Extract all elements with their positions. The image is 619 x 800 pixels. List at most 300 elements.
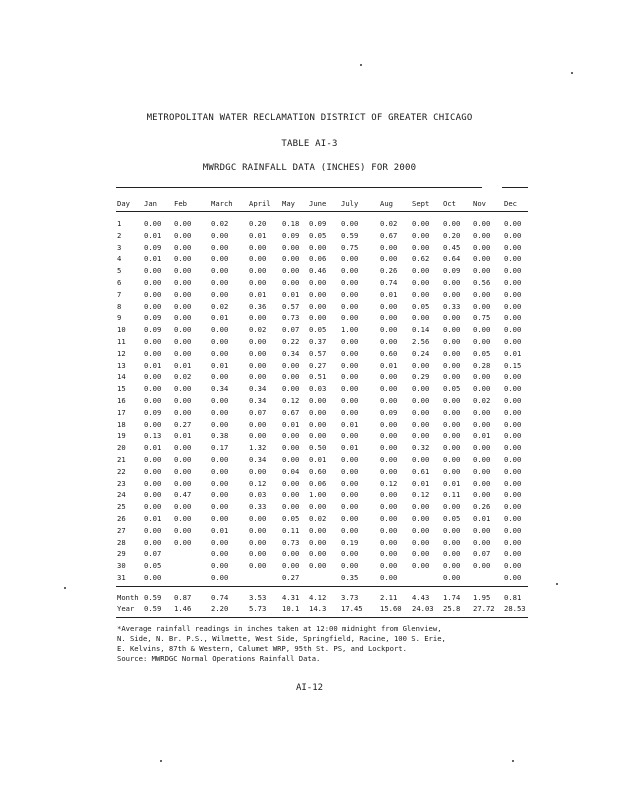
day-cell: 7 (117, 289, 122, 299)
rainfall-cell-sept: 0.00 (412, 289, 430, 299)
rainfall-cell-dec: 0.00 (504, 443, 522, 453)
rainfall-cell-july: 0.00 (341, 466, 359, 476)
rainfall-cell-march: 0.00 (211, 419, 229, 429)
table-id: TABLE AI-3 (281, 139, 338, 149)
rainfall-cell-dec: 0.00 (504, 514, 522, 523)
rainfall-cell-aug: 0.02 (380, 219, 398, 228)
rainfall-cell-march: 0.17 (211, 443, 229, 453)
rainfall-cell-may: 0.00 (282, 561, 300, 571)
day-cell: 17 (117, 407, 126, 417)
rainfall-cell-dec: 0.00 (504, 242, 522, 252)
rainfall-cell-nov: 0.02 (473, 396, 491, 405)
rainfall-cell-april: 0.12 (249, 478, 267, 488)
header-rule (116, 211, 528, 212)
rainfall-cell-aug: 0.00 (380, 573, 398, 582)
rainfall-cell-feb: 0.00 (174, 502, 192, 512)
rainfall-cell-march: 0.00 (211, 242, 229, 252)
rainfall-cell-sept: 0.01 (412, 478, 430, 488)
rainfall-cell-dec: 0.00 (504, 561, 522, 571)
year-total-day: Year (117, 604, 135, 613)
rainfall-cell-jan: 0.09 (144, 242, 162, 252)
rainfall-cell-april: 0.00 (249, 514, 267, 523)
day-cell: 12 (117, 348, 126, 358)
rainfall-cell-feb: 0.00 (174, 337, 192, 346)
rainfall-cell-jan: 0.00 (144, 301, 162, 311)
rainfall-cell-jan: 0.09 (144, 325, 162, 335)
rainfall-cell-oct: 0.00 (443, 573, 461, 582)
rainfall-cell-march: 0.00 (211, 478, 229, 488)
rainfall-cell-march: 0.02 (211, 301, 229, 311)
rainfall-cell-oct: 0.11 (443, 490, 461, 500)
year-total-june: 14.3 (309, 604, 327, 613)
rainfall-cell-dec: 0.00 (504, 431, 522, 441)
rainfall-cell-jan: 0.00 (144, 466, 162, 476)
rainfall-cell-feb: 0.00 (174, 242, 192, 252)
column-header-nov: Nov (473, 199, 486, 208)
rainfall-cell-aug: 0.00 (380, 384, 398, 394)
day-cell: 9 (117, 313, 122, 323)
rainfall-cell-aug: 0.01 (380, 360, 398, 370)
rainfall-cell-dec: 0.00 (504, 419, 522, 429)
rainfall-cell-sept: 0.00 (412, 514, 430, 523)
rainfall-cell-aug: 0.00 (380, 242, 398, 252)
rainfall-cell-july: 0.00 (341, 514, 359, 523)
rainfall-cell-nov: 0.75 (473, 313, 491, 323)
rainfall-cell-may: 0.00 (282, 278, 300, 287)
year-total-may: 10.1 (282, 604, 300, 613)
rainfall-cell-feb: 0.00 (174, 478, 192, 488)
rainfall-cell-sept: 0.00 (412, 266, 430, 276)
rainfall-cell-may: 0.09 (282, 230, 300, 240)
rainfall-cell-june: 0.00 (309, 549, 327, 559)
rainfall-cell-oct: 0.05 (443, 384, 461, 394)
rainfall-cell-feb: 0.00 (174, 525, 192, 535)
month-total-sept: 4.43 (412, 593, 430, 602)
rainfall-cell-aug: 0.00 (380, 254, 398, 264)
rainfall-cell-sept: 0.14 (412, 325, 430, 335)
day-cell: 29 (117, 549, 126, 559)
month-total-feb: 0.87 (174, 593, 192, 602)
rainfall-cell-sept: 0.00 (412, 230, 430, 240)
rainfall-cell-june: 0.51 (309, 372, 327, 382)
rainfall-cell-june: 0.00 (309, 502, 327, 512)
rainfall-cell-sept: 0.00 (412, 313, 430, 323)
rainfall-cell-june: 0.01 (309, 455, 327, 464)
rainfall-cell-july: 0.00 (341, 254, 359, 264)
rainfall-cell-jan: 0.09 (144, 313, 162, 323)
rainfall-cell-feb: 0.00 (174, 325, 192, 335)
rainfall-cell-june: 0.09 (309, 219, 327, 228)
rainfall-cell-april: 0.00 (249, 254, 267, 264)
rainfall-cell-april: 0.00 (249, 431, 267, 441)
rainfall-cell-oct: 0.00 (443, 561, 461, 571)
rainfall-cell-may: 0.01 (282, 289, 300, 299)
rainfall-cell-june: 0.00 (309, 289, 327, 299)
month-total-march: 0.74 (211, 593, 229, 602)
rainfall-cell-may: 0.00 (282, 372, 300, 382)
rainfall-cell-dec: 0.00 (504, 573, 522, 582)
column-header-oct: Oct (443, 199, 456, 208)
rainfall-cell-jan: 0.00 (144, 419, 162, 429)
rainfall-cell-april: 0.00 (249, 561, 267, 571)
year-total-aug: 15.60 (380, 604, 402, 613)
rainfall-cell-dec: 0.00 (504, 301, 522, 311)
rainfall-cell-oct: 0.00 (443, 455, 461, 464)
rainfall-cell-april: 0.33 (249, 502, 267, 512)
table-title: MWRDGC RAINFALL DATA (INCHES) FOR 2000 (202, 163, 417, 173)
rainfall-cell-may: 0.00 (282, 502, 300, 512)
rainfall-cell-jan: 0.00 (144, 337, 162, 346)
rainfall-cell-aug: 0.00 (380, 337, 398, 346)
rainfall-cell-oct: 0.00 (443, 407, 461, 417)
rainfall-cell-april: 0.20 (249, 219, 267, 228)
year-total-sept: 24.03 (412, 604, 434, 613)
rainfall-cell-oct: 0.00 (443, 443, 461, 453)
rainfall-cell-sept: 0.32 (412, 443, 430, 453)
rainfall-cell-jan: 0.00 (144, 478, 162, 488)
rainfall-cell-jan: 0.01 (144, 360, 162, 370)
rainfall-cell-april: 0.03 (249, 490, 267, 500)
rainfall-cell-nov: 0.28 (473, 360, 491, 370)
rainfall-cell-aug: 0.00 (380, 537, 398, 547)
top-rule-right (502, 187, 528, 188)
rainfall-cell-march: 0.00 (211, 490, 229, 500)
top-rule (116, 187, 482, 188)
rainfall-cell-aug: 0.12 (380, 478, 398, 488)
rainfall-cell-sept: 0.00 (412, 278, 430, 287)
rainfall-cell-may: 0.00 (282, 443, 300, 453)
rainfall-cell-aug: 0.01 (380, 289, 398, 299)
day-cell: 31 (117, 573, 126, 582)
rainfall-cell-may: 0.00 (282, 431, 300, 441)
rainfall-cell-nov: 0.00 (473, 443, 491, 453)
rainfall-cell-jan: 0.01 (144, 254, 162, 264)
rainfall-cell-june: 0.46 (309, 266, 327, 276)
rainfall-cell-july: 0.00 (341, 407, 359, 417)
rainfall-cell-june: 0.60 (309, 466, 327, 476)
rainfall-cell-april: 0.36 (249, 301, 267, 311)
rainfall-cell-july: 0.01 (341, 419, 359, 429)
rainfall-cell-jan: 0.00 (144, 289, 162, 299)
rainfall-cell-nov: 0.00 (473, 537, 491, 547)
rainfall-cell-march: 0.00 (211, 514, 229, 523)
rainfall-cell-march: 0.00 (211, 549, 229, 559)
rainfall-cell-nov: 0.00 (473, 301, 491, 311)
day-cell: 5 (117, 266, 122, 276)
rainfall-cell-march: 0.00 (211, 325, 229, 335)
rainfall-cell-nov: 0.00 (473, 219, 491, 228)
rainfall-cell-feb: 0.00 (174, 407, 192, 417)
rainfall-cell-july: 0.75 (341, 242, 359, 252)
rainfall-cell-may: 0.00 (282, 384, 300, 394)
rainfall-cell-jan: 0.00 (144, 372, 162, 382)
rainfall-cell-oct: 0.00 (443, 549, 461, 559)
rainfall-cell-aug: 0.00 (380, 372, 398, 382)
scan-speck (556, 583, 558, 585)
rainfall-cell-nov: 0.00 (473, 561, 491, 571)
rainfall-cell-sept: 0.00 (412, 396, 430, 405)
rainfall-cell-jan: 0.00 (144, 537, 162, 547)
rainfall-cell-aug: 0.60 (380, 348, 398, 358)
rainfall-cell-july: 0.00 (341, 360, 359, 370)
rainfall-cell-march: 0.00 (211, 289, 229, 299)
rainfall-cell-march: 0.00 (211, 337, 229, 346)
rainfall-cell-march: 0.00 (211, 278, 229, 287)
month-total-june: 4.12 (309, 593, 327, 602)
rainfall-cell-july: 0.00 (341, 502, 359, 512)
rainfall-cell-jan: 0.00 (144, 455, 162, 464)
rainfall-cell-aug: 0.00 (380, 549, 398, 559)
rainfall-cell-july: 0.59 (341, 230, 359, 240)
rainfall-cell-june: 0.00 (309, 525, 327, 535)
rainfall-cell-sept: 0.00 (412, 384, 430, 394)
rainfall-cell-may: 0.04 (282, 466, 300, 476)
rainfall-cell-july: 0.00 (341, 431, 359, 441)
rainfall-cell-oct: 0.00 (443, 525, 461, 535)
rainfall-cell-march: 0.00 (211, 455, 229, 464)
rainfall-cell-aug: 0.00 (380, 455, 398, 464)
rainfall-cell-feb: 0.00 (174, 537, 192, 547)
column-header-sept: Sept (412, 199, 430, 208)
month-total-nov: 1.95 (473, 593, 491, 602)
rainfall-cell-april: 1.32 (249, 443, 267, 453)
rainfall-cell-feb: 0.00 (174, 384, 192, 394)
rainfall-cell-april: 0.00 (249, 372, 267, 382)
rainfall-cell-dec: 0.00 (504, 230, 522, 240)
rainfall-cell-jan: 0.00 (144, 396, 162, 405)
rainfall-cell-april: 0.34 (249, 396, 267, 405)
rainfall-cell-march: 0.00 (211, 396, 229, 405)
rainfall-cell-sept: 0.00 (412, 549, 430, 559)
rainfall-cell-june: 0.00 (309, 396, 327, 405)
rainfall-cell-may: 0.34 (282, 348, 300, 358)
rainfall-cell-june: 0.00 (309, 431, 327, 441)
rainfall-cell-jan: 0.05 (144, 561, 162, 571)
rainfall-cell-may: 0.00 (282, 478, 300, 488)
day-cell: 8 (117, 301, 122, 311)
rainfall-cell-aug: 0.00 (380, 325, 398, 335)
rainfall-cell-aug: 0.26 (380, 266, 398, 276)
day-cell: 21 (117, 455, 126, 464)
rainfall-cell-dec: 0.00 (504, 407, 522, 417)
rainfall-cell-sept: 0.00 (412, 219, 430, 228)
rainfall-cell-oct: 0.00 (443, 466, 461, 476)
rainfall-cell-aug: 0.00 (380, 431, 398, 441)
rainfall-cell-june: 0.50 (309, 443, 327, 453)
rainfall-cell-aug: 0.00 (380, 561, 398, 571)
rainfall-cell-april: 0.01 (249, 289, 267, 299)
rainfall-cell-oct: 0.00 (443, 348, 461, 358)
rainfall-cell-april: 0.00 (249, 549, 267, 559)
rainfall-cell-nov: 0.01 (473, 431, 491, 441)
rainfall-cell-feb: 0.00 (174, 443, 192, 453)
rainfall-cell-feb: 0.00 (174, 313, 192, 323)
rainfall-cell-july: 0.00 (341, 384, 359, 394)
rainfall-cell-april: 0.00 (249, 360, 267, 370)
rainfall-cell-sept: 0.00 (412, 419, 430, 429)
rainfall-cell-may: 0.00 (282, 254, 300, 264)
rainfall-cell-oct: 0.00 (443, 431, 461, 441)
rainfall-cell-march: 0.00 (211, 537, 229, 547)
month-total-dec: 0.81 (504, 593, 522, 602)
rainfall-cell-may: 0.00 (282, 490, 300, 500)
rainfall-cell-nov: 0.00 (473, 490, 491, 500)
rainfall-cell-april: 0.00 (249, 466, 267, 476)
rainfall-cell-april: 0.00 (249, 313, 267, 323)
month-total-oct: 1.74 (443, 593, 461, 602)
rainfall-cell-aug: 0.00 (380, 396, 398, 405)
rainfall-cell-aug: 0.00 (380, 502, 398, 512)
rainfall-cell-april: 0.00 (249, 278, 267, 287)
rainfall-cell-april: 0.00 (249, 525, 267, 535)
rainfall-cell-aug: 0.00 (380, 301, 398, 311)
agency-heading: METROPOLITAN WATER RECLAMATION DISTRICT OF GREATER CHICAGO (146, 113, 473, 123)
scan-speck (64, 587, 66, 589)
rainfall-cell-sept: 0.29 (412, 372, 430, 382)
rainfall-cell-oct: 0.00 (443, 325, 461, 335)
rainfall-cell-july: 0.00 (341, 313, 359, 323)
day-cell: 3 (117, 242, 122, 252)
rainfall-cell-sept: 0.62 (412, 254, 430, 264)
footnote-line: *Average rainfall readings in inches taken at 12:00 midnight from Glenview, (117, 624, 442, 633)
rainfall-cell-jan: 0.00 (144, 384, 162, 394)
rainfall-cell-april: 0.00 (249, 419, 267, 429)
rainfall-cell-nov: 0.00 (473, 384, 491, 394)
rainfall-cell-feb: 0.00 (174, 455, 192, 464)
rainfall-cell-dec: 0.00 (504, 466, 522, 476)
rainfall-cell-may: 0.05 (282, 514, 300, 523)
column-header-dec: Dec (504, 199, 517, 208)
rainfall-cell-june: 0.00 (309, 561, 327, 571)
rainfall-cell-feb: 0.00 (174, 219, 192, 228)
rainfall-cell-jan: 0.00 (144, 490, 162, 500)
rainfall-cell-nov: 0.00 (473, 455, 491, 464)
rainfall-cell-sept: 0.24 (412, 348, 430, 358)
day-cell: 13 (117, 360, 126, 370)
rainfall-cell-june: 0.02 (309, 514, 327, 523)
rainfall-cell-oct: 0.33 (443, 301, 461, 311)
rainfall-cell-dec: 0.00 (504, 325, 522, 335)
day-cell: 11 (117, 337, 126, 346)
rainfall-cell-july: 0.00 (341, 549, 359, 559)
rainfall-cell-nov: 0.00 (473, 407, 491, 417)
rainfall-cell-dec: 0.00 (504, 384, 522, 394)
rainfall-cell-aug: 0.00 (380, 419, 398, 429)
column-header-june: June (309, 199, 327, 208)
day-cell: 25 (117, 502, 126, 512)
column-header-aug: Aug (380, 199, 393, 208)
day-cell: 18 (117, 419, 126, 429)
rainfall-cell-march: 0.00 (211, 466, 229, 476)
rainfall-cell-march: 0.00 (211, 266, 229, 276)
rainfall-cell-aug: 0.00 (380, 443, 398, 453)
rainfall-cell-may: 0.57 (282, 301, 300, 311)
rainfall-cell-july: 0.00 (341, 301, 359, 311)
scan-speck (360, 64, 362, 66)
rainfall-cell-june: 0.06 (309, 254, 327, 264)
scan-speck (160, 760, 162, 762)
rainfall-cell-april: 0.34 (249, 384, 267, 394)
rainfall-cell-july: 0.00 (341, 337, 359, 346)
rainfall-cell-oct: 0.00 (443, 313, 461, 323)
rainfall-cell-sept: 0.00 (412, 455, 430, 464)
day-cell: 27 (117, 525, 126, 535)
column-header-april: April (249, 199, 271, 208)
rainfall-cell-may: 0.18 (282, 219, 300, 228)
scan-speck (571, 72, 573, 74)
rainfall-cell-dec: 0.00 (504, 278, 522, 287)
rainfall-cell-dec: 0.00 (504, 289, 522, 299)
rainfall-cell-oct: 0.05 (443, 514, 461, 523)
rainfall-cell-april: 0.00 (249, 537, 267, 547)
rainfall-cell-aug: 0.00 (380, 514, 398, 523)
rainfall-cell-may: 0.00 (282, 242, 300, 252)
rainfall-cell-jan: 0.13 (144, 431, 162, 441)
totals-rule (116, 617, 528, 618)
year-total-dec: 28.53 (504, 604, 526, 613)
rainfall-cell-sept: 0.00 (412, 407, 430, 417)
rainfall-cell-march: 0.00 (211, 407, 229, 417)
rainfall-cell-sept: 0.00 (412, 525, 430, 535)
rainfall-cell-april: 0.34 (249, 455, 267, 464)
footnote-line: Source: MWRDGC Normal Operations Rainfall Data. (117, 654, 321, 663)
rainfall-cell-may: 0.00 (282, 360, 300, 370)
rainfall-cell-feb: 0.02 (174, 372, 192, 382)
rainfall-cell-jan: 0.00 (144, 266, 162, 276)
rainfall-cell-june: 0.00 (309, 407, 327, 417)
rainfall-cell-jan: 0.00 (144, 525, 162, 535)
rainfall-cell-march: 0.00 (211, 502, 229, 512)
rainfall-cell-july: 0.00 (341, 490, 359, 500)
rainfall-cell-dec: 0.00 (504, 266, 522, 276)
rainfall-cell-july: 0.00 (341, 561, 359, 571)
rainfall-cell-nov: 0.00 (473, 242, 491, 252)
rainfall-cell-june: 0.03 (309, 384, 327, 394)
rainfall-cell-nov: 0.05 (473, 348, 491, 358)
rainfall-cell-may: 0.11 (282, 525, 300, 535)
rainfall-cell-jan: 0.09 (144, 407, 162, 417)
rainfall-cell-march: 0.38 (211, 431, 229, 441)
rainfall-cell-jan: 0.01 (144, 443, 162, 453)
scan-speck (512, 760, 514, 762)
rainfall-cell-may: 0.67 (282, 407, 300, 417)
rainfall-cell-nov: 0.00 (473, 266, 491, 276)
rainfall-cell-april: 0.01 (249, 230, 267, 240)
rainfall-cell-june: 0.27 (309, 360, 327, 370)
month-total-april: 3.53 (249, 593, 267, 602)
day-cell: 15 (117, 384, 126, 394)
rainfall-cell-dec: 0.00 (504, 313, 522, 323)
rainfall-cell-dec: 0.00 (504, 337, 522, 346)
rainfall-cell-march: 0.01 (211, 360, 229, 370)
rainfall-cell-jan: 0.01 (144, 514, 162, 523)
rainfall-cell-may: 0.00 (282, 549, 300, 559)
rainfall-cell-oct: 0.00 (443, 537, 461, 547)
rainfall-cell-oct: 0.00 (443, 219, 461, 228)
column-header-may: May (282, 199, 295, 208)
rainfall-cell-may: 0.01 (282, 419, 300, 429)
body-rule (116, 586, 528, 587)
rainfall-cell-sept: 0.61 (412, 466, 430, 476)
column-header-march: March (211, 199, 233, 208)
year-total-jan: 0.59 (144, 604, 162, 613)
rainfall-cell-feb: 0.27 (174, 419, 192, 429)
rainfall-cell-feb: 0.47 (174, 490, 192, 500)
rainfall-cell-june: 0.00 (309, 313, 327, 323)
column-header-jan: Jan (144, 199, 157, 208)
rainfall-cell-oct: 0.64 (443, 254, 461, 264)
day-cell: 16 (117, 396, 126, 405)
